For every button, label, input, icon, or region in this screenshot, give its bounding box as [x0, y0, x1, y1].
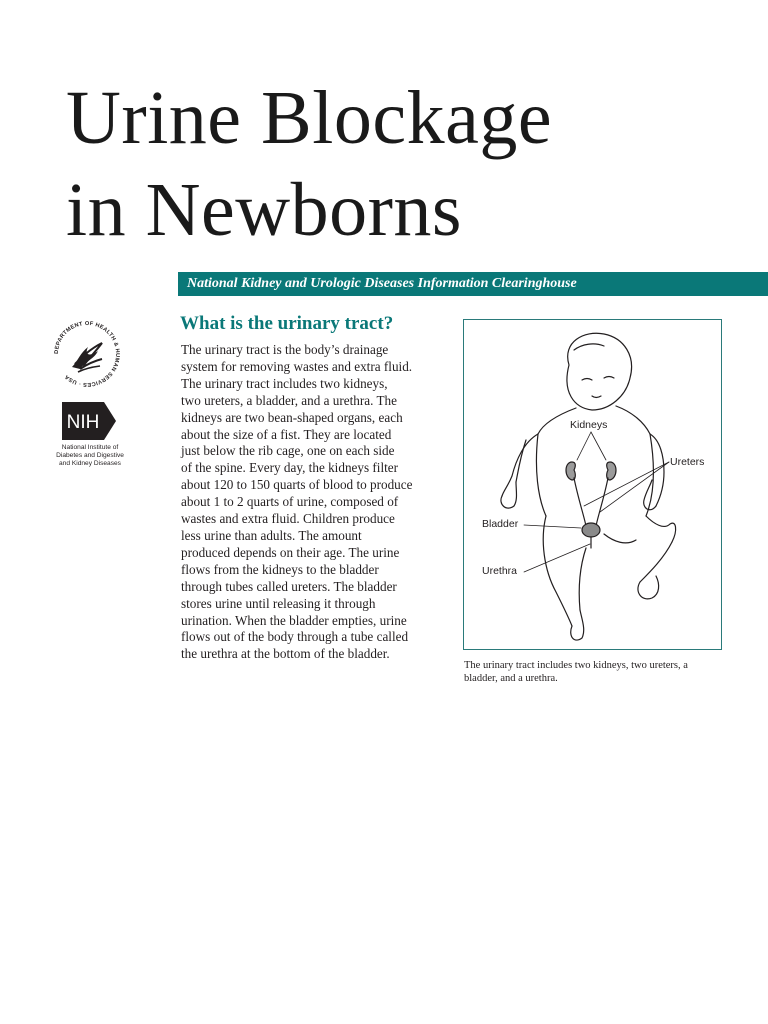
body-line: The urinary tract is the body’s drainage [181, 342, 389, 357]
caption-line: bladder, and a urethra. [464, 673, 558, 684]
body-line: The urinary tract includes two kidneys, [181, 375, 388, 391]
nih-caption-line: and Kidney Diseases [59, 460, 121, 467]
body-line: stores urine until releasing it through [181, 595, 376, 611]
title-line-2: in Newborns [66, 168, 463, 252]
nih-caption-line: National Institute of [61, 444, 119, 451]
urinary-tract-figure [463, 319, 722, 650]
body-line: kidneys are two bean-shaped organs, each [181, 409, 403, 425]
bladder-label: Bladder [482, 518, 519, 530]
hhs-seal-text: DEPARTMENT OF HEALTH & HUMAN SERVICES · USA [53, 320, 121, 388]
body-line: about 1 to 2 quarts of urine, composed of [181, 494, 399, 510]
urethra-label: Urethra [482, 565, 518, 577]
body-line: flows from the kidneys to the bladder [181, 561, 379, 577]
body-line: produced depends on their age. The urine [181, 544, 400, 560]
body-line: about the size of a fist. They are located [181, 426, 392, 442]
nih-logo-text: NIH [66, 412, 100, 433]
body-paragraph [181, 342, 446, 663]
body-line: of the spine. Every day, the kidneys filter [181, 460, 399, 476]
title-line-1: Urine Blockage [66, 76, 553, 160]
baby-illustration [464, 320, 723, 651]
body-line: less urine than adults. The amount [181, 527, 362, 543]
kidneys-label: Kidneys [570, 419, 608, 431]
body-line: urination. When the bladder empties, urine [181, 612, 407, 628]
section-heading: What is the urinary tract? [180, 313, 394, 334]
body-line: about 120 to 150 quarts of blood to produce [181, 477, 413, 493]
nih-caption [48, 444, 132, 468]
body-line: wastes and extra fluid. Children produce [181, 511, 395, 527]
ureters-label: Ureters [670, 456, 705, 468]
body-line: through tubes called ureters. The bladder [181, 578, 397, 594]
body-line: flows out of the body through a tube called [181, 629, 409, 645]
nih-caption-line: Diabetes and Digestive [56, 452, 124, 459]
document-title [66, 72, 552, 256]
figure-caption [464, 659, 734, 685]
clearinghouse-banner: National Kidney and Urologic Diseases Information Clearinghouse [178, 272, 768, 296]
body-line: just below the rib cage, one on each side [181, 443, 395, 459]
nih-logo-block [48, 402, 132, 468]
hhs-seal-logo [50, 317, 124, 391]
body-line: two ureters, a bladder, and a urethra. The [181, 392, 397, 408]
caption-line: The urinary tract includes two kidneys, two ureters, a [464, 660, 688, 671]
nih-logo [62, 402, 118, 440]
body-line: system for removing wastes and extra fluid. [181, 358, 413, 374]
body-line: the urethra at the bottom of the bladder. [181, 646, 390, 662]
